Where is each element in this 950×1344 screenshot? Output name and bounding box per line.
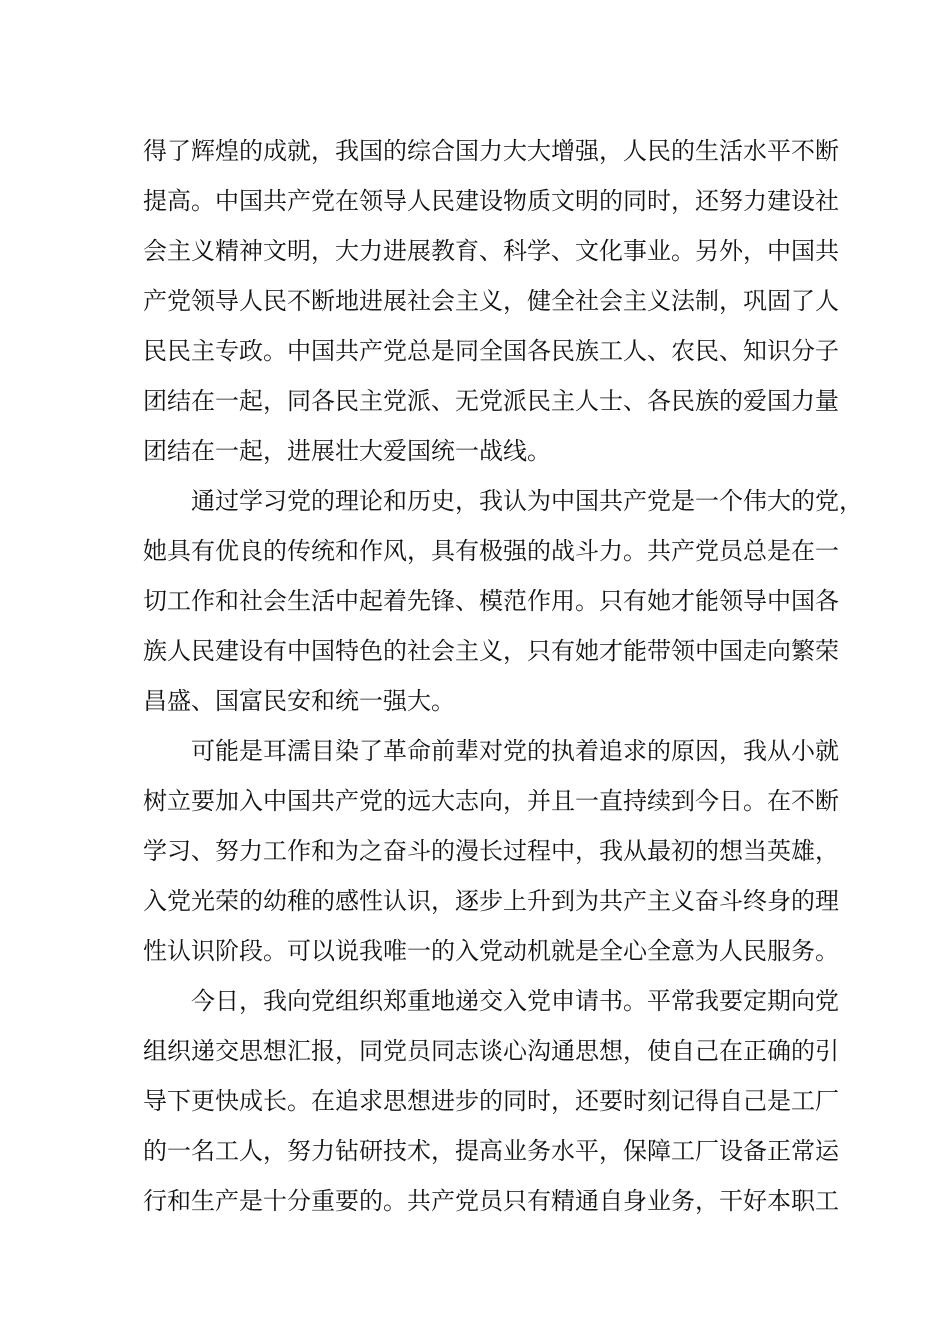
- text-line: 团结在一起，进展壮大爱国统一战线。: [143, 437, 551, 465]
- text-line: 提高。中国共产党在领导人民建设物质文明的同时，还努力建设社: [143, 187, 839, 215]
- paragraph-first-line: 可能是耳濡目染了革命前辈对党的执着追求的原因，我从小就: [191, 737, 839, 765]
- paragraph-first-line: 通过学习党的理论和历史，我认为中国共产党是一个伟大的党，: [191, 487, 863, 515]
- text-line: 族人民建设有中国特色的社会主义，只有她才能带领中国走向繁荣: [143, 637, 839, 665]
- text-line: 入党光荣的幼稚的感性认识，逐步上升到为共产主义奋斗终身的理: [143, 887, 839, 915]
- text-line: 她具有优良的传统和作风，具有极强的战斗力。共产党员总是在一: [143, 537, 839, 565]
- text-line: 学习、努力工作和为之奋斗的漫长过程中，我从最初的想当英雄，: [143, 837, 839, 865]
- text-line: 树立要加入中国共产党的远大志向，并且一直持续到今日。在不断: [143, 787, 839, 815]
- text-line: 组织递交思想汇报，同党员同志谈心沟通思想，使自己在正确的引: [143, 1037, 839, 1065]
- text-line: 会主义精神文明，大力进展教育、科学、文化事业。另外，中国共: [143, 237, 839, 265]
- text-line: 民民主专政。中国共产党总是同全国各民族工人、农民、知识分子: [143, 337, 839, 365]
- text-line: 导下更快成长。在追求思想进步的同时，还要时刻记得自己是工厂: [143, 1087, 839, 1115]
- text-line: 切工作和社会生活中起着先锋、模范作用。只有她才能领导中国各: [143, 587, 839, 615]
- text-line: 得了辉煌的成就，我国的综合国力大大增强，人民的生活水平不断: [143, 137, 839, 165]
- text-line: 团结在一起，同各民主党派、无党派民主人士、各民族的爱国力量: [143, 387, 839, 415]
- text-line: 昌盛、国富民安和统一强大。: [143, 687, 455, 715]
- text-line: 性认识阶段。可以说我唯一的入党动机就是全心全意为人民服务。: [143, 937, 839, 965]
- text-line: 的一名工人，努力钻研技术，提高业务水平，保障工厂设备正常运: [143, 1137, 839, 1165]
- paragraph-first-line: 今日，我向党组织郑重地递交入党申请书。平常我要定期向党: [191, 987, 839, 1015]
- text-line: 产党领导人民不断地进展社会主义，健全社会主义法制，巩固了人: [143, 287, 839, 315]
- text-line: 行和生产是十分重要的。共产党员只有精通自身业务，干好本职工: [143, 1187, 839, 1215]
